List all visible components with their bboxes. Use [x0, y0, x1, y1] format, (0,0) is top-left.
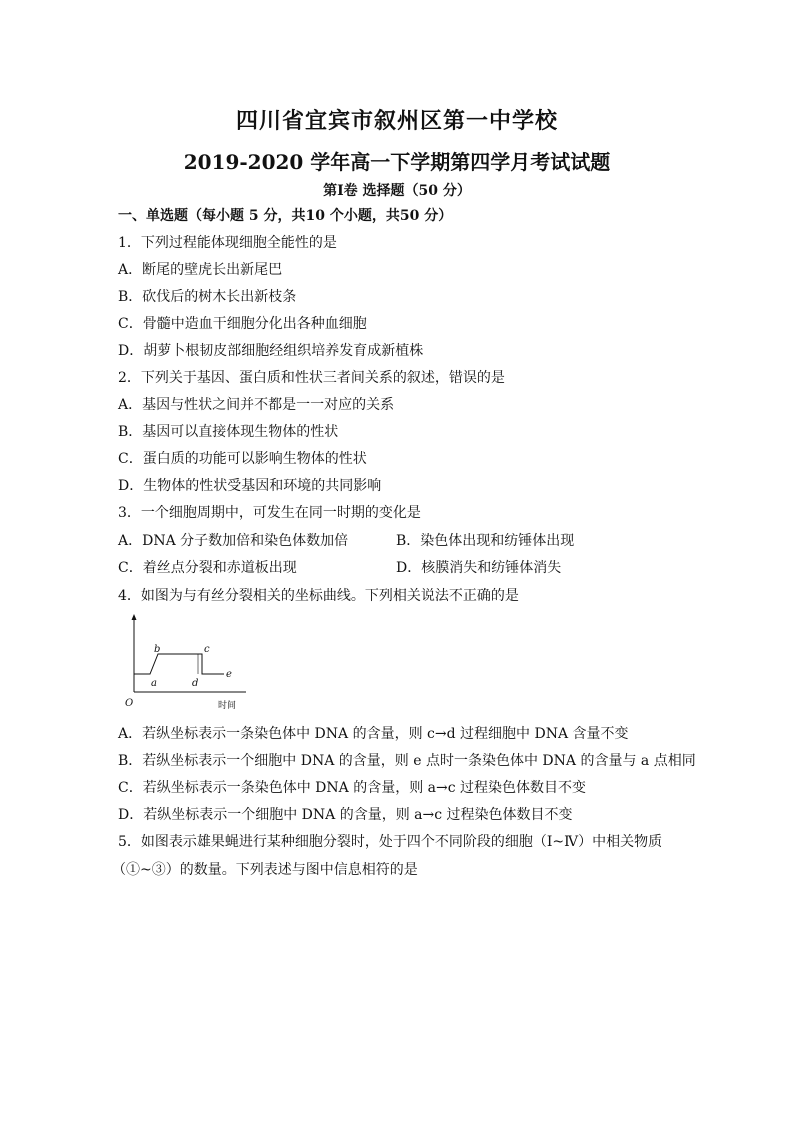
question-5-stem-continued: （①~③）的数量。下列表述与图中信息相符的是	[112, 862, 418, 878]
curve-line	[134, 654, 224, 674]
part-heading: 一、单选题（每小题 5 分，共10 个小题，共50 分）	[118, 208, 453, 224]
question-2-option-d: D．生物体的性状受基因和环境的共同影响	[118, 478, 382, 494]
question-4-stem: 4．如图为与有丝分裂相关的坐标曲线。下列相关说法不正确的是	[118, 588, 519, 604]
point-c-label: c	[204, 644, 210, 655]
question-4-option-c: C．若纵坐标表示一条染色体中 DNA 的含量，则 a→c 过程染色体数目不变	[118, 780, 587, 796]
mitosis-curve-figure	[120, 614, 250, 710]
question-4-option-b: B．若纵坐标表示一个细胞中 DNA 的含量，则 e 点时一条染色体中 DNA 的含量与 a 点相同	[118, 753, 696, 769]
question-1-option-d: D．胡萝卜根韧皮部细胞经组织培养发育成新植株	[118, 343, 424, 359]
point-e-label: e	[226, 669, 232, 680]
question-3-option-d: D．核膜消失和纺锤体消失	[396, 560, 562, 576]
question-4-option-d: D．若纵坐标表示一个细胞中 DNA 的含量，则 a→c 过程染色体数目不变	[118, 807, 573, 823]
point-d-label: d	[192, 678, 199, 689]
point-a-label: a	[151, 678, 157, 689]
origin-label: O	[125, 698, 134, 709]
exam-title: 2019-2020 学年高一下学期第四学月考试试题	[183, 150, 611, 174]
school-title: 四川省宜宾市叙州区第一中学校	[235, 108, 558, 134]
question-1-stem: 1．下列过程能体现细胞全能性的是	[118, 235, 337, 251]
question-2-option-b: B．基因可以直接体现生物体的性状	[118, 424, 339, 440]
question-3-option-a: A．DNA 分子数加倍和染色体数加倍	[118, 533, 349, 549]
y-axis-arrow	[132, 614, 137, 620]
question-2-stem: 2．下列关于基因、蛋白质和性状三者间关系的叙述，错误的是	[118, 370, 505, 386]
question-2-option-c: C．蛋白质的功能可以影响生物体的性状	[118, 451, 367, 467]
question-3-option-c: C．着丝点分裂和赤道板出现	[118, 560, 297, 576]
question-1-option-c: C．骨髓中造血干细胞分化出各种血细胞	[118, 316, 367, 332]
x-axis-label: 时间	[218, 701, 237, 710]
question-4-option-a: A．若纵坐标表示一条染色体中 DNA 的含量，则 c→d 过程细胞中 DNA 含量不变	[118, 726, 629, 742]
point-b-label: b	[154, 644, 161, 655]
section-title: 第Ⅰ卷 选择题（50 分）	[323, 183, 471, 199]
question-1-option-a: A．断尾的壁虎长出新尾巴	[118, 262, 283, 278]
question-3-stem: 3．一个细胞周期中，可发生在同一时期的变化是	[118, 505, 421, 521]
question-3-option-b: B．染色体出现和纺锤体出现	[396, 533, 575, 549]
question-2-option-a: A．基因与性状之间并不都是一一对应的关系	[118, 397, 395, 413]
question-5-stem: 5．如图表示雄果蝇进行某种细胞分裂时，处于四个不同阶段的细胞（Ⅰ~Ⅳ）中相关物质	[118, 834, 663, 850]
question-1-option-b: B．砍伐后的树木长出新枝条	[118, 289, 297, 305]
